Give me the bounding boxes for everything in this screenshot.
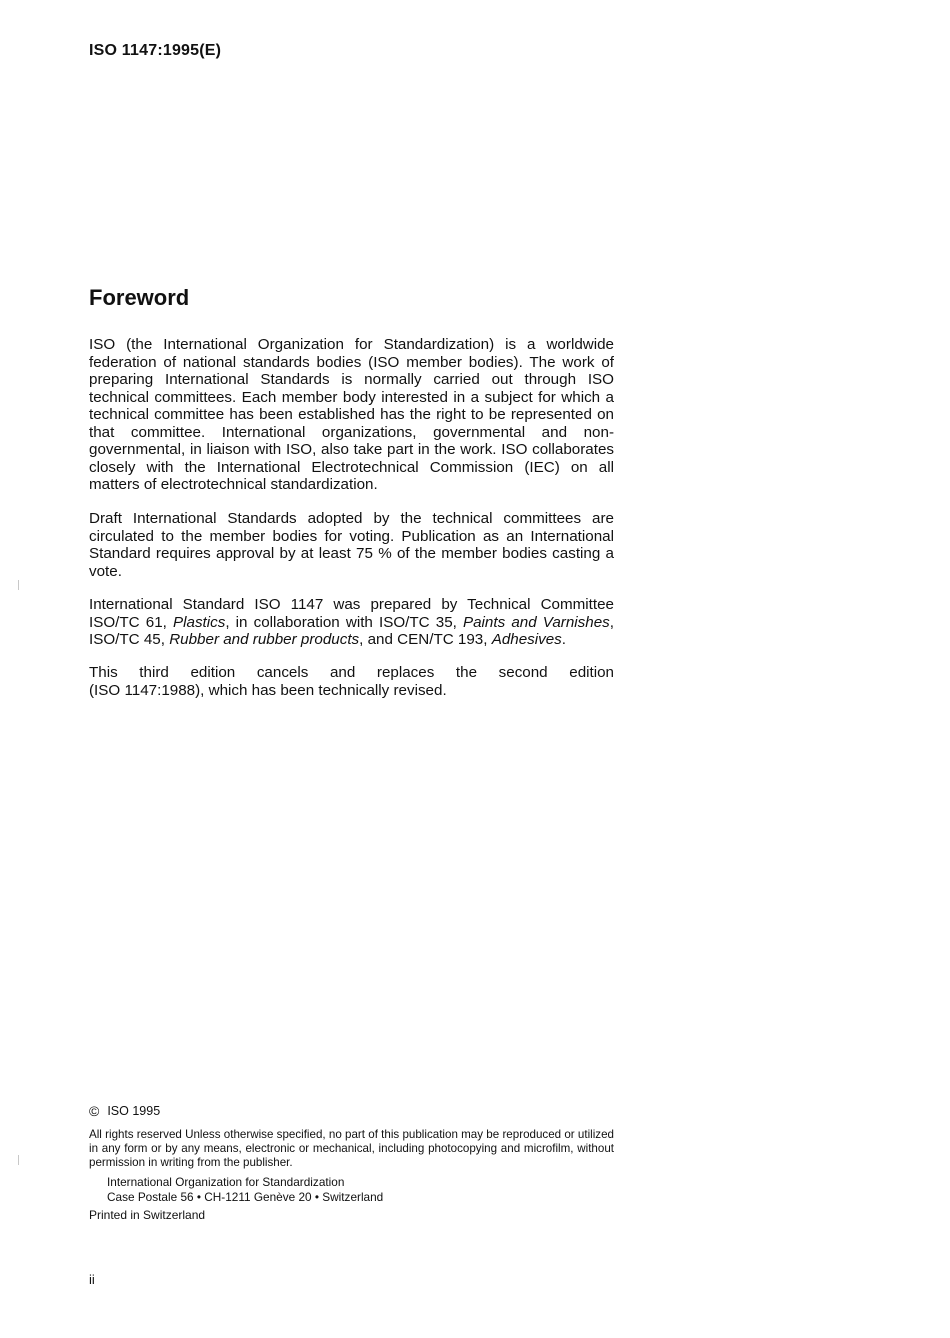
foreword-paragraph-4 — [89, 664, 614, 699]
foreword-paragraph-1: ISO (the International Organization for Standardization) is a worldwide federation of national standards bodies (ISO member bodies). The work of preparing International Standards is normally carried out through ISO technical committees. Each member body interested in a subject for which a technical committee has been established has the right to be represented on that committee. International organizations, governmental and non-governmental, in liaison with ISO, also take part in the work. ISO collaborates closely with the International Electrotechnical Commission (IEC) on all matters of electrotechnical standardization. — [89, 336, 614, 493]
copyright-text: ISO 1995 — [107, 1104, 161, 1118]
p3-italic-adhesives: Adhesives — [491, 631, 562, 648]
printed-in: Printed in Switzerland — [89, 1208, 206, 1222]
margin-mark — [18, 1155, 19, 1165]
p4-line-2: (ISO 1147:1988), which has been technically revised. — [89, 681, 447, 699]
p3-text-2: , in collaboration with ISO/TC 35, — [225, 613, 463, 631]
p3-text-5: . — [561, 631, 566, 648]
foreword-paragraph-2: Draft International Standards adopted by the technical committees are circulated to the member bodies for voting. Publication as an International Standard requires approval by at least 75 % of the member bodies casting a vote. — [89, 510, 614, 580]
copyright-icon: © — [89, 1103, 100, 1119]
publisher-address — [107, 1175, 383, 1204]
page-number: ii — [89, 1272, 95, 1287]
p3-text-1: International Standard ISO 1147 was prepared by Technical Committee ISO/TC 61, — [89, 596, 614, 631]
p3-italic-rubber: Rubber and rubber products — [169, 631, 360, 648]
p3-text-4: , and CEN/TC 193, — [359, 631, 492, 648]
p3-italic-plastics: Plastics — [173, 613, 226, 631]
org-name: International Organization for Standardization — [107, 1175, 345, 1189]
org-address: Case Postale 56 • CH-1211 Genève 20 • Switzerland — [107, 1189, 384, 1204]
margin-mark — [18, 580, 19, 590]
foreword-paragraph-3 — [89, 596, 614, 649]
copyright-line — [89, 1104, 160, 1118]
rights-statement: All rights reserved Unless otherwise specified, no part of this publication may be reproduced or utilized in any form or by any means, electronic or mechanical, including photocopying and microfilm, without permission in writing from the publisher. — [89, 1128, 614, 1169]
p3-italic-paints: Paints and Varnishes — [462, 613, 610, 631]
p4-line-1: This third edition cancels and replaces the second edition — [89, 664, 614, 681]
document-code-header: ISO 1147:1995(E) — [89, 42, 222, 59]
p3-text-3: , ISO/TC 45, — [89, 613, 614, 648]
section-title-foreword: Foreword — [89, 285, 190, 310]
